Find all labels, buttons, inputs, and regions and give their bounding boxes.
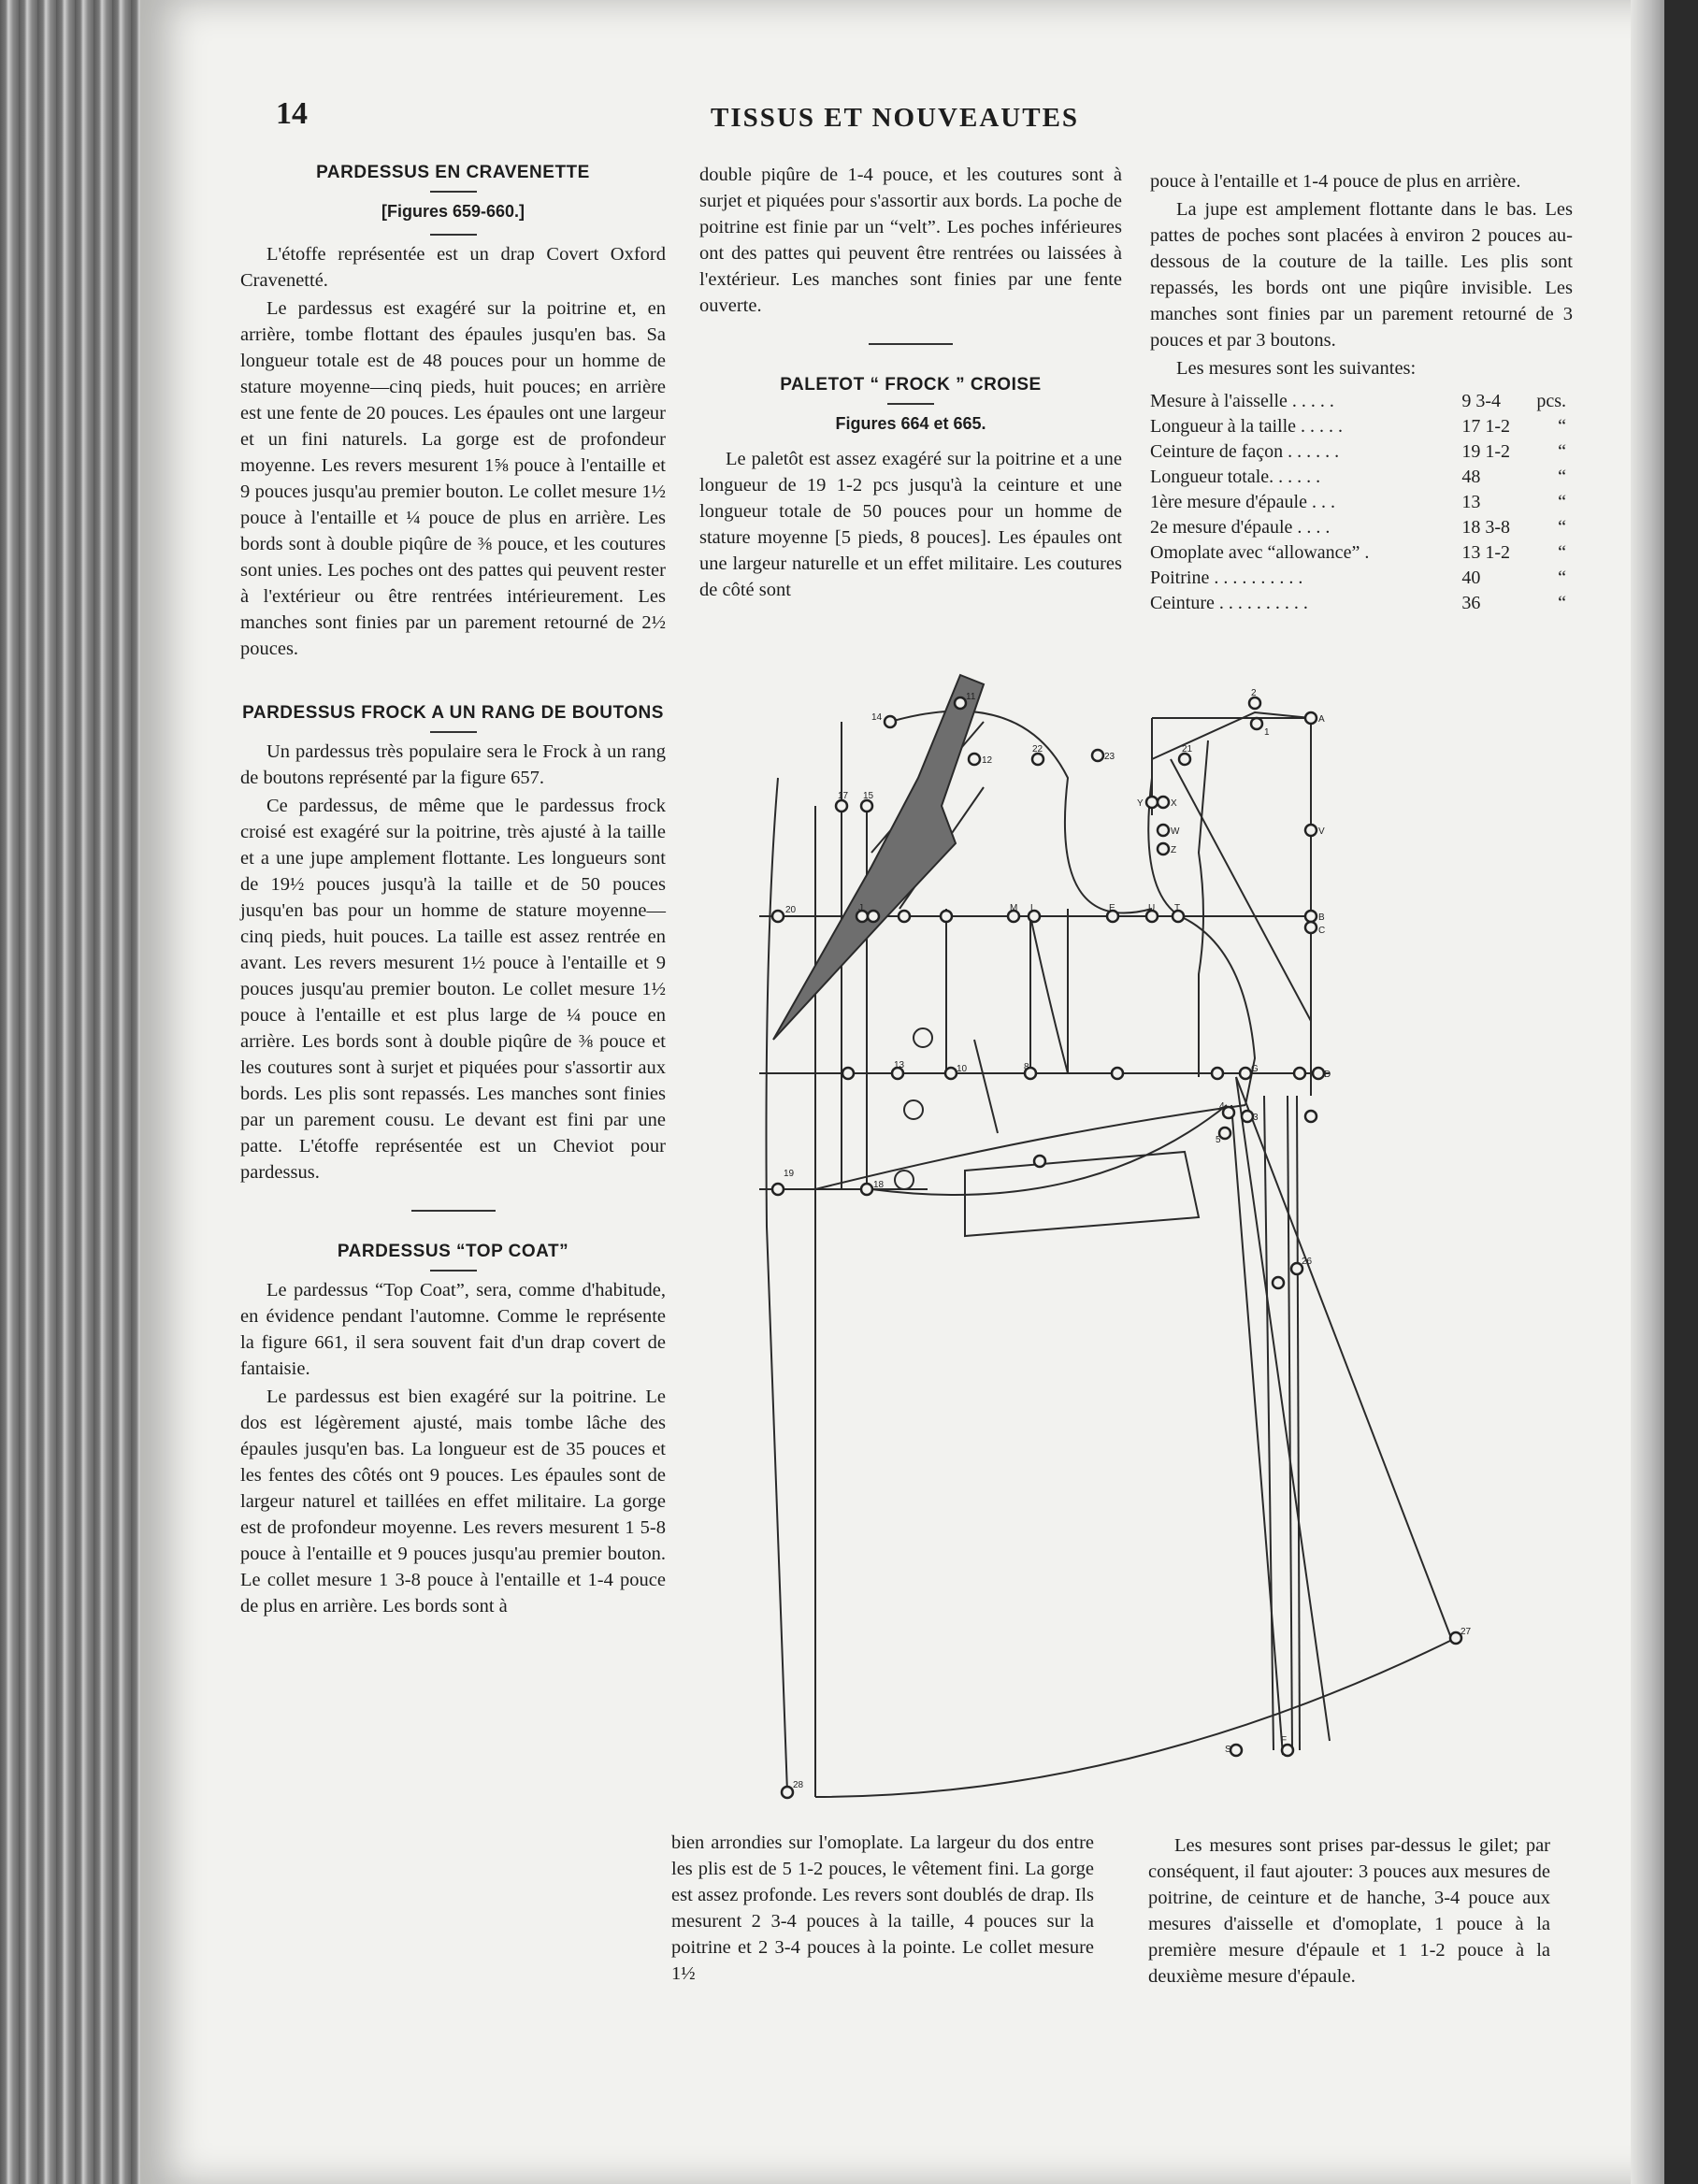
label-15: 15 bbox=[863, 791, 874, 801]
construction-line bbox=[1236, 1077, 1330, 1741]
label-D: D bbox=[1324, 1070, 1331, 1080]
hem-curve bbox=[815, 1638, 1456, 1797]
pocket-slash bbox=[974, 1040, 998, 1133]
point-10 bbox=[945, 1068, 957, 1079]
label-J: J bbox=[858, 903, 863, 913]
measure-row bbox=[1150, 465, 1566, 490]
section-divider bbox=[869, 343, 953, 345]
label-4: 4 bbox=[1219, 1101, 1225, 1112]
point-B bbox=[1305, 911, 1317, 922]
label-X: X bbox=[1171, 798, 1177, 809]
point-Z bbox=[1158, 843, 1169, 855]
point-23 bbox=[1092, 750, 1103, 761]
measure-row bbox=[1150, 439, 1566, 465]
point-2 bbox=[1249, 697, 1260, 709]
dart-line bbox=[1030, 916, 1068, 1073]
label-T: T bbox=[1174, 903, 1181, 913]
label-10: 10 bbox=[957, 1064, 968, 1074]
paragraph: Les mesures sont les suivantes: bbox=[1176, 358, 1417, 379]
front-edge bbox=[767, 778, 788, 1792]
point-D bbox=[1313, 1068, 1324, 1079]
measure-unit: “ bbox=[1558, 441, 1566, 462]
measure-unit: “ bbox=[1558, 492, 1566, 512]
column-2-bottom bbox=[671, 1830, 1094, 1989]
label-L: L bbox=[1030, 903, 1036, 913]
label-20: 20 bbox=[785, 905, 797, 915]
point-Ja bbox=[868, 911, 879, 922]
label-28: 28 bbox=[793, 1780, 804, 1790]
measure-label: Longueur totale. . . . . . bbox=[1150, 467, 1321, 487]
point-pocket bbox=[1034, 1156, 1045, 1167]
section-title-top-coat: PARDESSUS “TOP COAT” bbox=[337, 1242, 569, 1261]
paragraph: Un pardessus très populaire sera le Frock à un rang de boutons représenté par la figure 657. bbox=[240, 741, 666, 788]
measure-unit: “ bbox=[1558, 467, 1566, 487]
measure-label: Longueur à la taille . . . . . bbox=[1150, 416, 1344, 437]
paragraph: La jupe est amplement flottante dans le bas. Les pattes de poches sont placées à environ 2 pouces au-dessous de la couture de la taille. Les plis sont repassés, les bords ont une piqûre invisible. Les manches sont finies par un parement retourné de 3 pouces et par 3 boutons. bbox=[1150, 199, 1573, 351]
measure-row bbox=[1150, 515, 1566, 540]
point-4 bbox=[1223, 1107, 1234, 1118]
measure-unit: “ bbox=[1558, 593, 1566, 613]
label-21: 21 bbox=[1182, 744, 1193, 754]
construction-line bbox=[1288, 1096, 1292, 1750]
measure-row bbox=[1150, 490, 1566, 515]
spacer bbox=[240, 664, 666, 697]
point-9 bbox=[842, 1068, 854, 1079]
paragraph: Ce pardessus, de même que le pardessus frock croisé est exagéré sur la poitrine, très ajusté à la taille et a une jupe amplement flottante. Les longueurs sont de 19½ pouces jusqu'à la taille et de 50 pouces jusqu'en bas pour un homme de stature moyenne—cinq pieds, huit pouces. La taille est assez rentrée en avant. Les revers mesurent 1½ pouce à l'entaille et 9 pouces jusqu'au premier bouton. Le collet mesure 1½ pouce à l'entaille et est plus large de ¼ pouce en arrière. Les bords sont à double piqûre de ⅜ pouce et les coutures sont à surjet et piquées pour s'assortir aux bords. Les plis sont repassés. Les manches sont finies par un parement cousu. Le devant est fini par une patte. L'étoffe représentée est un Cheviot pour pardessus. bbox=[240, 796, 666, 1183]
point-26a bbox=[1273, 1277, 1284, 1288]
measure-label: Omoplate avec “allowance” . bbox=[1150, 542, 1370, 563]
measure-row bbox=[1150, 414, 1566, 439]
paragraph: bien arrondies sur l'omoplate. La largeur du dos entre les plis est de 5 1-2 pouces, le vêtement fini. La gorge est assez profonde. Les revers sont doublés de drap. Ils mesurent 2 3-4 pouces à la taille, 4 pouces sur la poitrine et 2 3-4 pouces à la pointe. Le collet mesure 1½ bbox=[671, 1832, 1094, 1984]
construction-line bbox=[1297, 1096, 1300, 1750]
pattern-diagram bbox=[759, 666, 1496, 1808]
section-title-paletot-frock: PALETOT “ FROCK ” CROISE bbox=[780, 375, 1042, 395]
point-28 bbox=[782, 1787, 793, 1798]
label-3: 3 bbox=[1253, 1113, 1259, 1123]
point-19 bbox=[772, 1184, 784, 1195]
page-right-edge bbox=[1631, 0, 1664, 2184]
measure-row bbox=[1150, 591, 1566, 616]
point-C bbox=[1305, 922, 1317, 933]
waist-curve bbox=[815, 1105, 1245, 1189]
label-2: 2 bbox=[1251, 688, 1257, 698]
measure-value: 9 3-4 bbox=[1461, 391, 1501, 411]
measure-value: 36 bbox=[1461, 593, 1481, 613]
label-26: 26 bbox=[1302, 1257, 1313, 1267]
point-6 bbox=[1305, 1111, 1317, 1122]
rule bbox=[430, 1270, 477, 1272]
point-Y bbox=[1146, 797, 1158, 808]
measure-row bbox=[1150, 389, 1566, 414]
measure-value: 40 bbox=[1461, 568, 1481, 588]
section-title-frock-un-rang: PARDESSUS FROCK A UN RANG DE BOUTONS bbox=[242, 703, 664, 723]
label-C: C bbox=[1318, 926, 1326, 936]
label-E: E bbox=[1109, 903, 1115, 913]
point-15 bbox=[861, 800, 872, 812]
paragraph: Le pardessus est bien exagéré sur la poitrine. Le dos est légèrement ajusté, mais tombe lâche des épaules jusqu'en bas. La longueur est de 35 pouces et les fentes des côtés ont 9 pouces. Les épaules sont de largeur naturel et taillées en effet militaire. La gorge est de profondeur moyenne. Les revers mesurent 1 5-8 pouce à l'entaille et 9 pouces jusqu'au premier bouton. Le collet mesure 1 3-8 pouce à l'entaille et 1-4 pouce de plus en arrière. Les bords sont à bbox=[240, 1387, 666, 1616]
label-B: B bbox=[1318, 912, 1325, 923]
rule bbox=[430, 234, 477, 236]
label-27: 27 bbox=[1461, 1627, 1472, 1637]
paragraph: Le pardessus est exagéré sur la poitrine et, en arrière, tombe flottant des épaules jusqu'en bas. Sa longueur totale est de 48 pouces pour un homme de stature moyenne—cinq pieds, huit pouces; en arrière est une fente de 20 pouces. Les épaules ont une largeur et un fini naturels. La gorge est de profondeur moyenne. Les revers mesurent 1⅝ pouce à l'entaille et 9 pouces jusqu'au premier bouton. Le collet mesure 1½ pouce à l'entaille et ¼ pouce de plus en arrière. Les bords sont à double piqûre de ⅜ pouce, et les coutures sont unies. Les poches ont des pattes qui peuvent rester à l'extérieur ou être rentrées intérieurement. Les manches sont finies par un parement retourné de 2½ pouces. bbox=[240, 298, 666, 659]
measure-unit: “ bbox=[1558, 542, 1566, 563]
point-W bbox=[1158, 825, 1169, 836]
back-seam bbox=[1199, 740, 1208, 1077]
page-number: 14 bbox=[276, 96, 308, 131]
label-V: V bbox=[1318, 826, 1325, 837]
label-19: 19 bbox=[784, 1169, 795, 1179]
point-22 bbox=[1032, 754, 1043, 765]
column-3-bottom bbox=[1148, 1832, 1550, 1991]
button-mark bbox=[895, 1171, 914, 1189]
point-Jb bbox=[899, 911, 910, 922]
measurements-table bbox=[1150, 389, 1566, 616]
point-21 bbox=[1179, 754, 1190, 765]
measure-row bbox=[1150, 540, 1566, 566]
paragraph: Le pardessus “Top Coat”, sera, comme d'habitude, en évidence pendant l'automne. Comme le représente la figure 661, il sera souvent fait d'un drap covert de fantaisie. bbox=[240, 1280, 666, 1379]
construction-line bbox=[1264, 1096, 1274, 1750]
label-17: 17 bbox=[838, 791, 849, 801]
paragraph: Le paletôt est assez exagéré sur la poitrine et a une longueur de 19 1-2 pcs jusqu'à la ceinture et une longueur totale de 50 pouces pour un homme de stature moyenne [5 pieds, 8 pouces]. Les épaules ont une largeur naturelle et un effet militaire. Les coutures de côté sont bbox=[699, 449, 1122, 600]
label-G: G bbox=[1251, 1064, 1259, 1074]
section-title-cravenette: PARDESSUS EN CRAVENETTE bbox=[316, 163, 590, 182]
measure-value: 18 3-8 bbox=[1461, 517, 1510, 538]
paragraph: Les mesures sont prises par-dessus le gilet; par conséquent, il faut ajouter: 3 pouces aux mesures de poitrine, de ceinture et de hanche, 3-4 pouce aux mesures d'aisselle et d'omoplate, 1 pouce à la première mesure d'épaule et 1 1-2 pouce à la deuxième mesure d'épaule. bbox=[1148, 1835, 1550, 1987]
section-subtitle-cravenette: [Figures 659-660.] bbox=[381, 202, 525, 221]
measure-unit: “ bbox=[1558, 416, 1566, 437]
point-7 bbox=[1112, 1068, 1123, 1079]
point-G bbox=[1240, 1068, 1251, 1079]
construction-line bbox=[1231, 1105, 1283, 1755]
point-20 bbox=[772, 911, 784, 922]
label-13: 13 bbox=[894, 1060, 905, 1070]
label-W: W bbox=[1171, 826, 1180, 837]
point-12 bbox=[969, 754, 980, 765]
section-subtitle-paletot: Figures 664 et 665. bbox=[835, 414, 986, 433]
rule bbox=[430, 731, 477, 733]
point-Ga bbox=[1212, 1068, 1223, 1079]
point-18 bbox=[861, 1184, 872, 1195]
label-18: 18 bbox=[873, 1180, 885, 1190]
measure-value: 48 bbox=[1461, 467, 1481, 487]
label-23: 23 bbox=[1104, 752, 1115, 762]
measure-value: 13 1-2 bbox=[1461, 542, 1510, 563]
point-3 bbox=[1242, 1111, 1253, 1122]
measure-unit: “ bbox=[1558, 568, 1566, 588]
label-14: 14 bbox=[871, 712, 883, 723]
label-Y: Y bbox=[1137, 798, 1144, 809]
measure-unit: “ bbox=[1558, 517, 1566, 538]
measure-label: 1ère mesure d'épaule . . . bbox=[1150, 492, 1335, 512]
point-S bbox=[1230, 1745, 1242, 1756]
label-F: F bbox=[1281, 1735, 1288, 1746]
column-1 bbox=[240, 157, 666, 1621]
point-5 bbox=[1219, 1128, 1230, 1139]
lapel-shading bbox=[773, 675, 984, 1040]
label-Z: Z bbox=[1171, 845, 1177, 855]
measure-value: 17 1-2 bbox=[1461, 416, 1510, 437]
label-22: 22 bbox=[1032, 744, 1043, 754]
skirt-top-curve bbox=[871, 1105, 1227, 1195]
label-5: 5 bbox=[1216, 1135, 1221, 1145]
point-A bbox=[1305, 712, 1317, 724]
column-2 bbox=[699, 162, 1122, 605]
point-11 bbox=[955, 697, 966, 709]
rule bbox=[887, 403, 934, 405]
label-M: M bbox=[1010, 903, 1018, 913]
construction-line bbox=[1171, 759, 1311, 1021]
button-mark bbox=[914, 1028, 932, 1047]
label-A: A bbox=[1318, 714, 1325, 725]
shoulder-line bbox=[1152, 712, 1311, 759]
measure-label: 2e mesure d'épaule . . . . bbox=[1150, 517, 1331, 538]
point-N bbox=[941, 911, 952, 922]
measure-label: Ceinture de façon . . . . . . bbox=[1150, 441, 1340, 462]
measure-label: Mesure à l'aisselle . . . . . bbox=[1150, 391, 1334, 411]
label-U: U bbox=[1148, 903, 1156, 913]
point-17 bbox=[836, 800, 847, 812]
measure-value: 13 bbox=[1461, 492, 1481, 512]
label-1: 1 bbox=[1264, 727, 1270, 738]
page-header-title: TISSUS ET NOUVEAUTES bbox=[711, 103, 1080, 133]
column-3 bbox=[1150, 168, 1573, 616]
label-S: S bbox=[1225, 1745, 1231, 1755]
paragraph: L'étoffe représentée est un drap Covert Oxford Cravenetté. bbox=[240, 244, 666, 291]
button-mark bbox=[904, 1100, 923, 1119]
rule bbox=[430, 191, 477, 193]
point-14 bbox=[885, 716, 896, 727]
measure-row bbox=[1150, 566, 1566, 591]
measure-label: Poitrine . . . . . . . . . . bbox=[1150, 568, 1303, 588]
label-8: 8 bbox=[1024, 1062, 1029, 1072]
point-F bbox=[1282, 1745, 1293, 1756]
point-Q bbox=[1294, 1068, 1305, 1079]
paragraph: double piqûre de 1-4 pouce, et les coutures sont à surjet et piquées pour s'assortir aux bords. La poche de poitrine est finie par un “velt”. Les poches inférieures ont des pattes qui peuvent être rentrées ou laissées à l'extérieur. Les manches sont finies par une fente ouverte. bbox=[699, 165, 1122, 316]
measure-label: Ceinture . . . . . . . . . . bbox=[1150, 593, 1308, 613]
measure-unit: pcs. bbox=[1536, 391, 1566, 411]
label-12: 12 bbox=[982, 755, 993, 766]
point-1 bbox=[1251, 718, 1262, 729]
point-X bbox=[1158, 797, 1169, 808]
pocket-flap bbox=[965, 1152, 1199, 1236]
measure-value: 19 1-2 bbox=[1461, 441, 1510, 462]
label-11: 11 bbox=[966, 692, 976, 702]
point-V bbox=[1305, 825, 1317, 836]
section-divider bbox=[411, 1210, 496, 1212]
paragraph: pouce à l'entaille et 1-4 pouce de plus en arrière. bbox=[1150, 171, 1521, 192]
